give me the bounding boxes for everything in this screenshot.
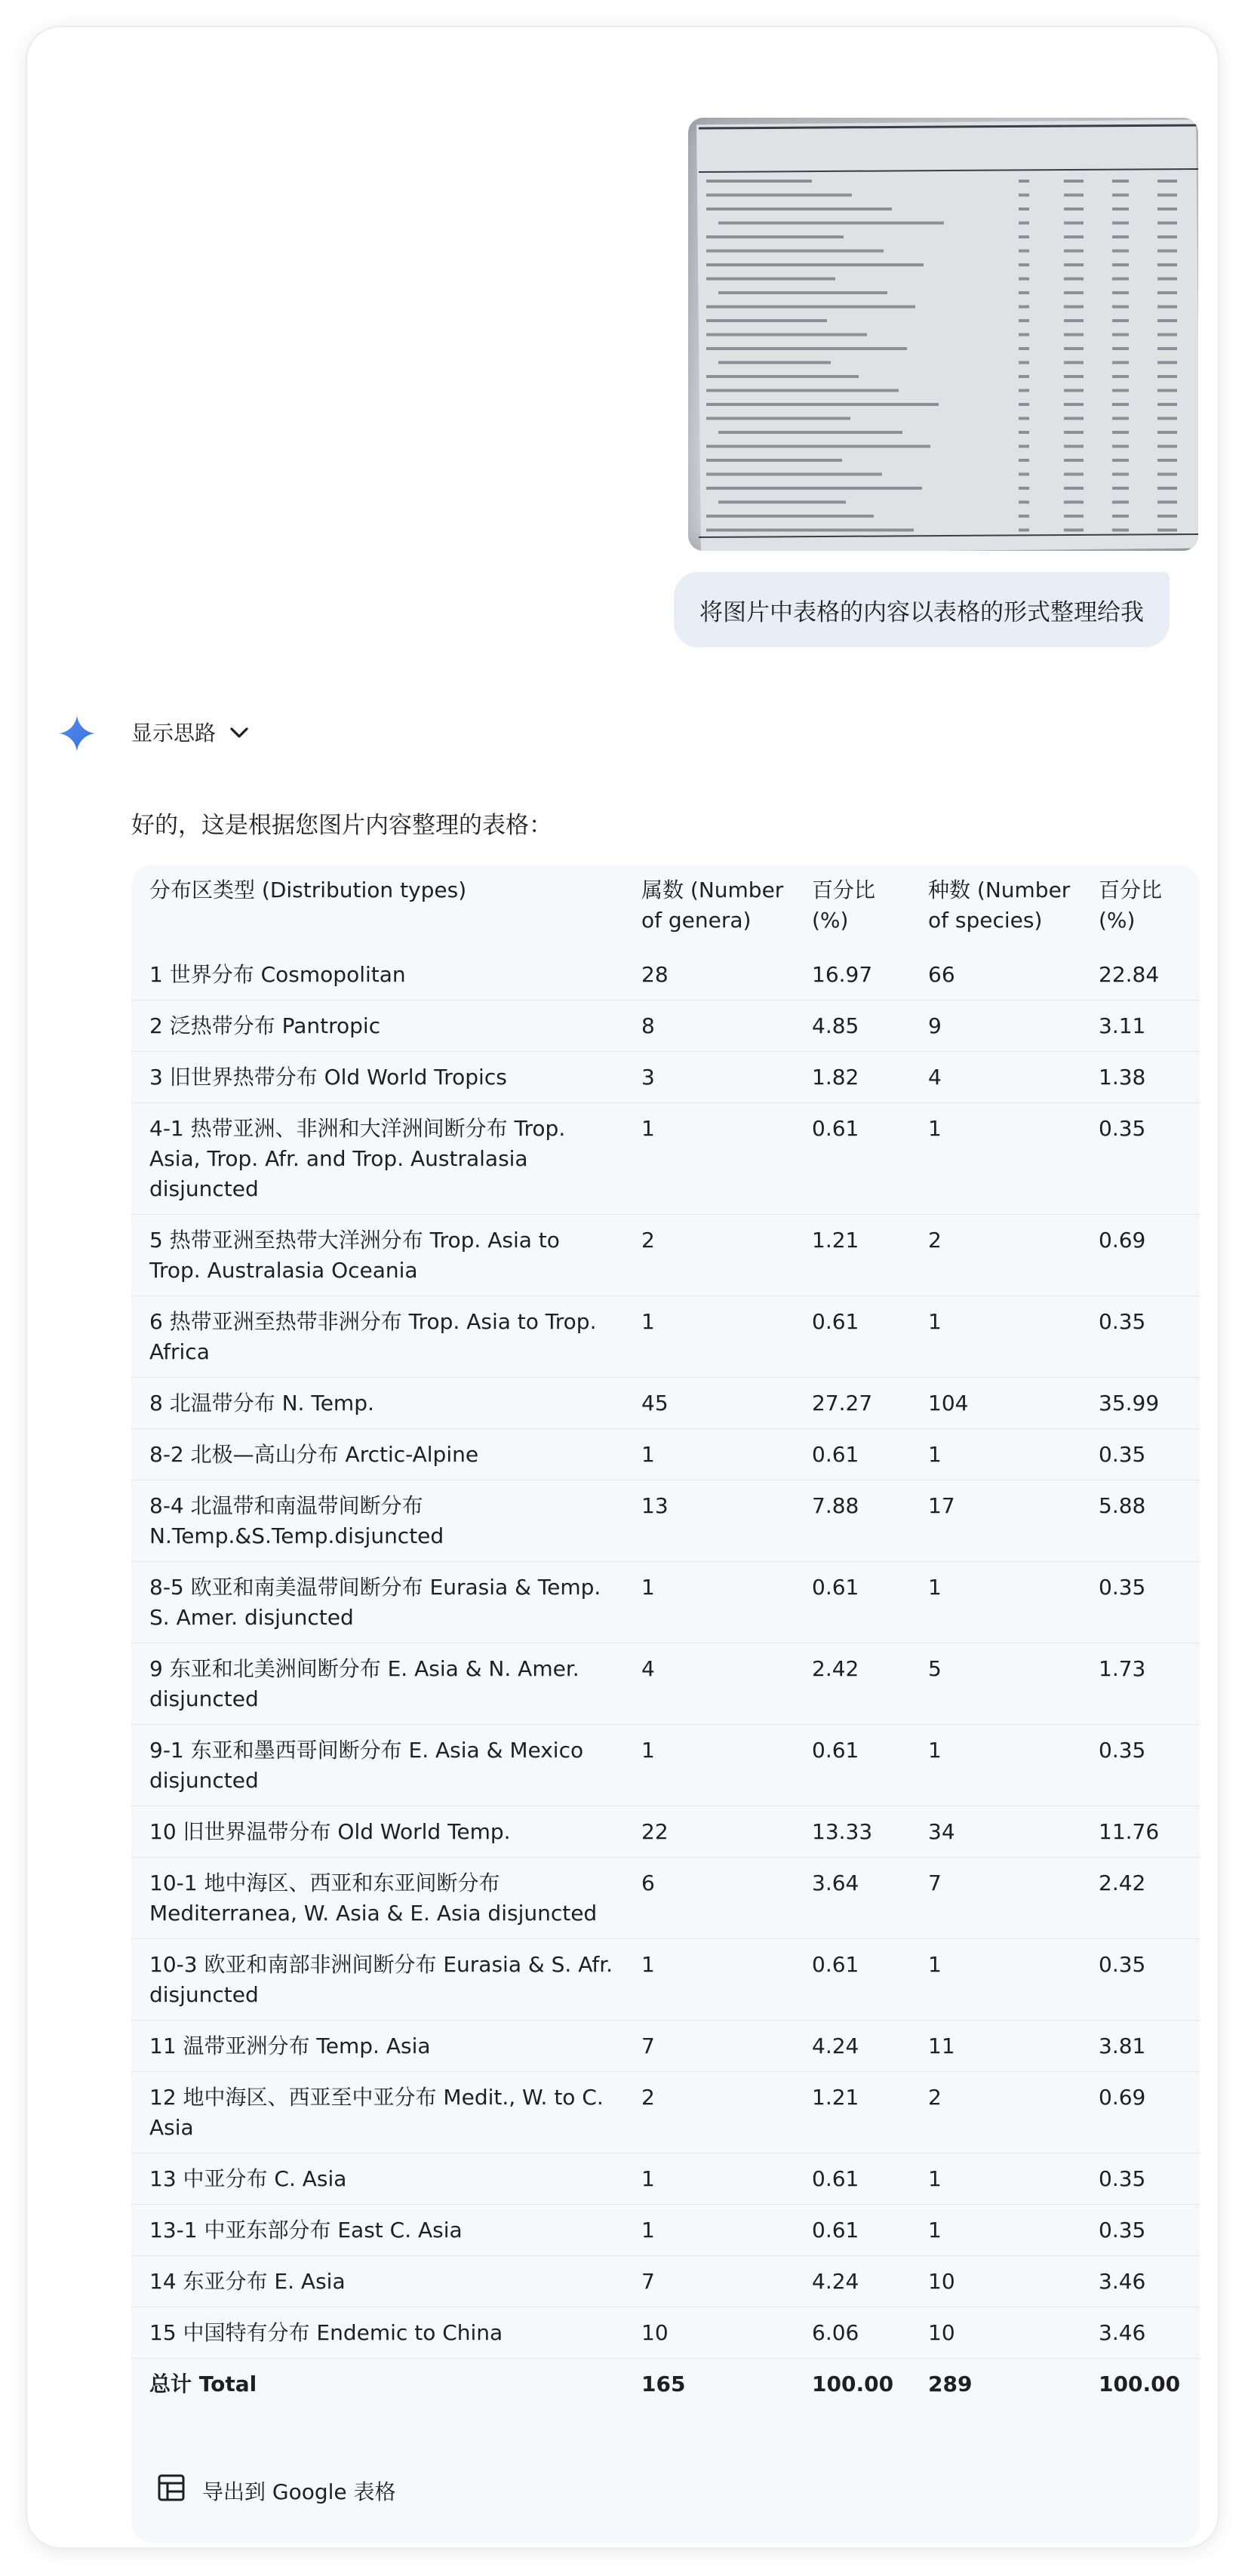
value-cell: 3.46	[1081, 2256, 1200, 2307]
table-row	[131, 2021, 1200, 2072]
value-cell: 0.61	[794, 1103, 910, 1215]
distribution-type-cell: 13-1 中亚东部分布 East C. Asia	[131, 2205, 623, 2256]
column-header: 种数 (Number of species)	[928, 878, 1071, 933]
value-cell: 1.21	[794, 1215, 910, 1296]
value-cell: 2	[910, 1215, 1081, 1296]
table-row	[131, 2072, 1200, 2153]
table-row	[131, 1806, 1200, 1858]
table-row	[131, 1215, 1200, 1296]
table-row	[131, 2205, 1200, 2256]
value-cell: 22	[623, 1806, 794, 1858]
value-cell: 22.84	[1099, 962, 1160, 987]
response-intro: 好的，这是根据您图片内容整理的表格：	[131, 812, 552, 839]
distribution-type-cell: 1 世界分布 Cosmopolitan	[149, 962, 406, 987]
distribution-type-cell: 8-4 北温带和南温带间断分布 N.Temp.&S.Temp.disjuncted	[131, 1480, 623, 1562]
value-cell: 4.24	[794, 2021, 910, 2072]
distribution-type-cell: 8-2 北极—高山分布 Arctic-Alpine	[131, 1429, 623, 1480]
table-row	[131, 2153, 1200, 2205]
value-cell: 0.35	[1081, 2205, 1200, 2256]
value-cell: 1	[910, 2153, 1081, 2205]
value-cell: 17	[910, 1480, 1081, 1562]
value-cell: 10	[910, 2256, 1081, 2307]
table-row	[131, 1562, 1200, 1643]
value-cell: 0.61	[794, 2205, 910, 2256]
table-row	[131, 2256, 1200, 2307]
value-cell: 45	[623, 1378, 794, 1429]
value-cell: 7.88	[794, 1480, 910, 1562]
value-cell: 7	[623, 2021, 794, 2072]
user-message-bubble	[674, 572, 1170, 647]
table-header-row	[131, 865, 1200, 949]
distribution-type-cell: 5 热带亚洲至热带大洋洲分布 Trop. Asia to Trop. Australasia Oceania	[131, 1215, 623, 1296]
value-cell: 34	[910, 1806, 1081, 1858]
distribution-type-cell: 8 北温带分布 N. Temp.	[131, 1378, 623, 1429]
value-cell: 0.35	[1081, 1562, 1200, 1643]
distribution-type-cell: 10-1 地中海区、西亚和东亚间断分布 Mediterranea, W. Asia & E. Asia disjuncted	[131, 1858, 623, 1939]
distribution-type-cell: 6 热带亚洲至热带非洲分布 Trop. Asia to Trop. Africa	[131, 1296, 623, 1378]
value-cell: 1	[910, 1429, 1081, 1480]
value-cell: 1	[623, 1103, 794, 1215]
table-row	[131, 1480, 1200, 1562]
value-cell: 3.81	[1081, 2021, 1200, 2072]
value-cell: 5	[910, 1643, 1081, 1725]
value-cell: 1	[910, 1939, 1081, 2021]
total-value-cell: 289	[910, 2359, 1081, 2410]
distribution-type-cell: 2 泛热带分布 Pantropic	[131, 1001, 623, 1052]
value-cell: 10	[910, 2307, 1081, 2359]
value-cell: 1	[623, 1429, 794, 1480]
table-row	[131, 949, 1200, 1001]
table-row	[131, 1378, 1200, 1429]
value-cell: 1	[910, 2205, 1081, 2256]
value-cell: 4.24	[794, 2256, 910, 2307]
photo-content	[688, 118, 1198, 551]
export-to-sheets-button[interactable]	[157, 2473, 396, 2507]
table-row	[131, 1429, 1200, 1480]
value-cell: 3.11	[1081, 1001, 1200, 1052]
value-cell: 7	[910, 1858, 1081, 1939]
distribution-type-cell: 12 地中海区、西亚至中亚分布 Medit., W. to C. Asia	[131, 2072, 623, 2153]
table-row	[131, 1858, 1200, 1939]
value-cell: 0.69	[1081, 1215, 1200, 1296]
chevron-down-icon	[229, 720, 249, 745]
export-label: 导出到 Google 表格	[202, 2479, 396, 2504]
value-cell: 11	[910, 2021, 1081, 2072]
value-cell: 2.42	[794, 1643, 910, 1725]
value-cell: 0.61	[794, 1296, 910, 1378]
value-cell: 2	[910, 2072, 1081, 2153]
sheets-table-icon	[157, 2473, 186, 2507]
value-cell: 0.61	[794, 1429, 910, 1480]
value-cell: 0.35	[1081, 1939, 1200, 2021]
value-cell: 0.61	[794, 1939, 910, 2021]
value-cell: 6	[623, 1858, 794, 1939]
table-row	[131, 1939, 1200, 2021]
table-row	[131, 1296, 1200, 1378]
value-cell: 1	[623, 1296, 794, 1378]
distribution-type-cell: 15 中国特有分布 Endemic to China	[131, 2307, 623, 2359]
value-cell: 1.82	[794, 1052, 910, 1103]
value-cell: 1	[623, 1939, 794, 2021]
value-cell: 5.88	[1081, 1480, 1200, 1562]
value-cell: 1	[910, 1296, 1081, 1378]
distribution-type-cell: 4-1 热带亚洲、非洲和大洋洲间断分布 Trop. Asia, Trop. Afr. and Trop. Australasia disjuncted	[131, 1103, 623, 1215]
value-cell: 0.35	[1081, 1296, 1200, 1378]
value-cell: 0.61	[794, 1562, 910, 1643]
total-value-cell: 100.00	[1081, 2359, 1200, 2410]
distribution-type-cell: 10-3 欧亚和南部非洲间断分布 Eurasia & S. Afr. disjuncted	[131, 1939, 623, 2021]
value-cell: 11.76	[1081, 1806, 1200, 1858]
table-total-row	[131, 2359, 1200, 2410]
distribution-type-cell: 8-5 欧亚和南美温带间断分布 Eurasia & Temp. S. Amer. disjuncted	[131, 1562, 623, 1643]
chat-frame	[27, 27, 1218, 2547]
table-row	[131, 1643, 1200, 1725]
value-cell: 9	[910, 1001, 1081, 1052]
uploaded-table-photo[interactable]	[688, 118, 1198, 551]
value-cell: 13	[623, 1480, 794, 1562]
table-row	[131, 1001, 1200, 1052]
distribution-table	[131, 865, 1200, 2409]
value-cell: 1	[910, 1103, 1081, 1215]
table-row	[131, 1052, 1200, 1103]
value-cell: 4.85	[794, 1001, 910, 1052]
value-cell: 0.35	[1081, 2153, 1200, 2205]
distribution-type-cell: 10 旧世界温带分布 Old World Temp.	[131, 1806, 623, 1858]
value-cell: 104	[910, 1378, 1081, 1429]
table-row	[131, 1103, 1200, 1215]
value-cell: 1	[910, 1562, 1081, 1643]
value-cell: 35.99	[1081, 1378, 1200, 1429]
value-cell: 0.35	[1081, 1103, 1200, 1215]
distribution-type-cell: 9 东亚和北美洲间断分布 E. Asia & N. Amer. disjuncted	[131, 1643, 623, 1725]
show-thinking-toggle[interactable]	[131, 717, 249, 747]
value-cell: 66	[928, 962, 955, 987]
column-header: 百分比 (%)	[812, 878, 876, 933]
distribution-type-cell: 3 旧世界热带分布 Old World Tropics	[131, 1052, 623, 1103]
value-cell: 0.35	[1081, 1725, 1200, 1806]
distribution-type-cell: 11 温带亚洲分布 Temp. Asia	[131, 2021, 623, 2072]
value-cell: 0.61	[794, 2153, 910, 2205]
distribution-type-cell: 14 东亚分布 E. Asia	[131, 2256, 623, 2307]
value-cell: 28	[641, 962, 669, 987]
value-cell: 1	[623, 1725, 794, 1806]
value-cell: 1.38	[1081, 1052, 1200, 1103]
value-cell: 4	[910, 1052, 1081, 1103]
table-row	[131, 1725, 1200, 1806]
value-cell: 3.64	[794, 1858, 910, 1939]
value-cell: 1	[623, 2153, 794, 2205]
value-cell: 6.06	[794, 2307, 910, 2359]
total-value-cell: 165	[623, 2359, 794, 2410]
value-cell: 2.42	[1081, 1858, 1200, 1939]
value-cell: 3.46	[1081, 2307, 1200, 2359]
value-cell: 1	[623, 1562, 794, 1643]
value-cell: 2	[623, 2072, 794, 2153]
gemini-sparkle-icon	[57, 714, 97, 753]
value-cell: 0.69	[1081, 2072, 1200, 2153]
distribution-type-cell: 9-1 东亚和墨西哥间断分布 E. Asia & Mexico disjuncted	[131, 1725, 623, 1806]
column-header: 百分比 (%)	[1099, 878, 1163, 933]
value-cell: 16.97	[812, 962, 873, 987]
value-cell: 27.27	[794, 1378, 910, 1429]
value-cell: 4	[623, 1643, 794, 1725]
distribution-type-cell: 13 中亚分布 C. Asia	[131, 2153, 623, 2205]
value-cell: 13.33	[794, 1806, 910, 1858]
value-cell: 8	[623, 1001, 794, 1052]
total-value-cell: 100.00	[794, 2359, 910, 2410]
value-cell: 1	[623, 2205, 794, 2256]
value-cell: 1.73	[1081, 1643, 1200, 1725]
column-header: 属数 (Number of genera)	[641, 878, 784, 933]
value-cell: 3	[623, 1052, 794, 1103]
total-label-cell: 总计 Total	[131, 2359, 623, 2410]
value-cell: 7	[623, 2256, 794, 2307]
value-cell: 1.21	[794, 2072, 910, 2153]
column-header: 分布区类型 (Distribution types)	[149, 878, 467, 902]
value-cell: 0.61	[794, 1725, 910, 1806]
user-message-text: 将图片中表格的内容以表格的形式整理给我	[699, 598, 1144, 626]
value-cell: 2	[623, 1215, 794, 1296]
response-table-card	[131, 865, 1200, 2543]
table-row	[131, 2307, 1200, 2359]
show-thinking-label: 显示思路	[131, 721, 217, 745]
value-cell: 1	[910, 1725, 1081, 1806]
value-cell: 0.35	[1081, 1429, 1200, 1480]
value-cell: 10	[623, 2307, 794, 2359]
